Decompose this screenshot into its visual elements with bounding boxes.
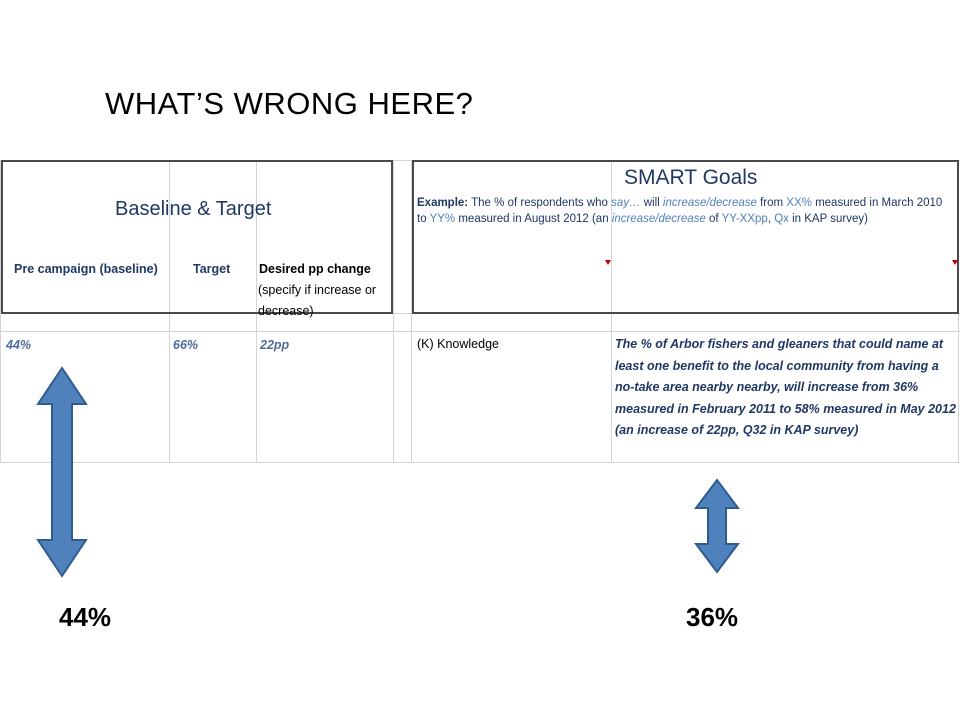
example-text: increase/decrease [662,197,757,209]
smart-example [417,195,947,227]
example-text: increase/decrease [611,213,706,225]
example-text: measured in August 2012 (an [455,213,612,225]
slide-title: WHAT’S WRONG HERE? [105,86,474,121]
february-annotation: 36% [686,602,739,632]
smart-goal-cell: The % of Arbor fishers and gleaners that could name at least one benefit to the local community from having a no-take area nearby nearby, will increase from 36% measured in February 2011 to 58% measured in May 2012 (an increase of 22pp, Q32 in KAP survey) [615,337,956,437]
example-text: say… [611,197,641,209]
example-text: of [705,213,722,225]
double-arrow-right-icon [694,478,740,574]
baseline-value-cell: 44% [6,338,32,352]
example-text: in KAP survey) [788,213,868,225]
column-header-change: Desired pp change [259,262,371,276]
category-cell: (K) Knowledge [417,337,499,351]
example-text: The % of respondents who [471,197,612,209]
example-text: from [756,197,787,209]
baseline-target-heading: Baseline & Target [115,198,272,220]
example-text: YY-XXpp [721,213,768,225]
change-note: (specify if increase or decrease) [258,283,377,318]
column-header-baseline: Pre campaign (baseline) [14,262,158,276]
example-text: will [640,197,663,209]
example-label: Example: [417,197,469,209]
column-header-target: Target [193,262,231,276]
smart-goals-heading: SMART Goals [624,166,758,189]
double-arrow-left-icon [36,366,88,578]
example-text: , [767,213,775,225]
comment-marker [605,260,611,265]
example-text: measured in March 2010 to [417,197,943,225]
example-text: Qx [774,213,789,225]
example-text: YY% [429,213,456,225]
change-value-cell: 22pp [260,338,290,352]
target-value-cell: 66% [173,338,199,352]
example-text: XX% [786,197,812,209]
baseline-annotation: 44% [59,602,112,632]
comment-marker [952,260,958,265]
